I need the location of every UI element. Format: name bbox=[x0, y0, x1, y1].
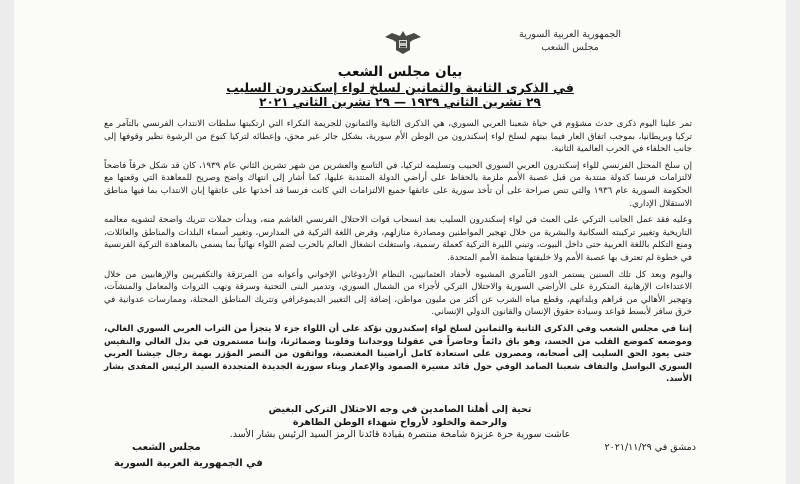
letterhead-country: الجمهورية العربية السورية bbox=[518, 29, 621, 40]
body-paragraph-3: وعليه فقد عمل الجانب التركي على العبث في لواء إسكندرون السليب بعد انسحاب قوات الاحتلال الفرنسي الغاشم منه، وبدأت حملات تتريك واضحة لتشويه معالمه التاريخية وتغيير تركيبته السكانية والبشرية من خلال تهجير المواطنين ومصادرة منازلهم، وفرض اللغة التركية في المدارس، وتغيير أسماء البلدات والمناطق والعائلات، ومنع التكلم باللغة العربية حتى داخل البيوت، وتبني الليرة التركية كعملة رسمية، واستغلت انشغال العالم بالحرب لضم اللواء نهائياً بما يسمى بالمعاهدة التركية الفرنسية في خطوة لم تعترف بها عصبة الأمم ولا خليفتها منظمة الأمم المتحدة. bbox=[104, 215, 692, 263]
signature-republic: في الجمهورية العربية السورية bbox=[114, 458, 263, 469]
body-paragraph-4: واليوم وبعد كل تلك السنين يستمر الدور التآمري المشبوه لأحفاد العثمانيين، النظام الأردوغاني الإخواني وأعوانه من المرتزقة والتكفيريين والإرهابيين من خلال الاعتداءات الإرهابية المتكررة على الأراضي السورية والاحتلال التركي لأجزاء من الشمال السوري، وتدمير البنى التحتية وسرقة ونهب الثروات والمعامل والمنشآت، وتهجير الأهالي من قراهم وبلداتهم، وقطع مياه الشرب عن أكثر من مليون مواطن، إضافة إلى التغيير الديموغرافي وتتريك المناطق المحتلة، وممارسات عدوانية في خرق سافر لأبسط قواعد وسيادة حقوق الإنسان والقانون الدولي الإنساني. bbox=[104, 269, 692, 318]
body-paragraph-5: إننا في مجلس الشعب وفي الذكرى الثانية والثمانين لسلخ لواء إسكندرون نؤكد على أن اللواء جزء لا يتجزأ من التراب العربي السوري الغالي، وموضعه كموضع القلب من الجسد، وهو باق دائماً وحاضراً في عقولنا ووجداننا وقلوبنا وضمائرنا، وإننا مستمرون في بذل الغالي والنفيس حتى يعود الحق السليب إلى أصحابه، ومصرون على استعادة كامل أراضينا المغتصبة، وواثقون من النصر المؤزر بهمة رجال جيشنا العربي السوري البواسل والتفاف شعبنا الصامد الوفي حول قائد مسيرة الصمود والإعمار وبناء سورية الجديدة المتجددة السيد الرئيس المفدى بشار الأسد. bbox=[104, 323, 692, 385]
body-paragraph-1: تمر علينا اليوم ذكرى حدث مشؤوم في حياة شعبنا العربي السوري، هي الذكرى الثانية والثمانون للجريمة النكراء التي ارتكبتها سلطات الانتداب الفرنسي بالتآمر مع تركيا وبريطانيا، بموجب اتفاق العار فيما بينهم لسلخ لواء إسكندرون من الوطن الأم سورية، بشكل جائر غير محق، وإعطائه لتركيا كنوع من الرشوة نظير وقوفها إلى جانب الحلفاء في الحرب العالمية الثانية. bbox=[104, 119, 692, 155]
signature-council: مجلس الشعب bbox=[132, 442, 201, 453]
letterhead-council: مجلس الشعب bbox=[541, 42, 599, 53]
statement-body bbox=[104, 118, 692, 390]
statement-dates: ٢٩ تشرين الثاني ١٩٣٩ — ٢٩ تشرين الثاني ٢٠٢١ bbox=[259, 95, 541, 109]
closing-line-3: عاشت سورية حرة عزيزة شامخة منتصرة بقيادة قائدنا الرمز السيد الرئيس بشار الأسد. bbox=[229, 429, 571, 440]
page-edge-left bbox=[0, 0, 14, 484]
syrian-eagle-emblem-icon bbox=[383, 28, 423, 56]
page-edge-right bbox=[786, 0, 800, 484]
statement-title: بيان مجلس الشعب bbox=[337, 64, 463, 80]
issue-date: دمشق في ٢٠٢١/١١/٢٩ bbox=[604, 442, 696, 453]
closing-block bbox=[150, 404, 650, 442]
statement-subtitle: في الذكرى الثانية والثمانين لسلخ لواء إسكندرون السليب bbox=[226, 80, 574, 95]
body-paragraph-2: إن سلخ المحتل الفرنسي للواء إسكندرون العربي السوري الحبيب وتسليمه لتركيا، في التاسع والعشرين من شهر تشرين الثاني عام ١٩٣٩، كان قد شكل خرقاً فاضحاً لالتزامات فرنسا كدولة منتدبة من قبل عصبة الأمم ملزمة بالحفاظ على أراضي الدولة المنتدبة عليها، كما أشار إلى انتهاك واضح وصريح للمعاهدة التي وقعتها مع الحكومة السورية عام ١٩٣٦ والتي تنص صراحة على أن تأخذ سورية على عاتقها جميع الالتزامات التي كانت فرنسا قد أخذتها على عاتقها إبان الانتداب بما فيها مناطق الاستقلال الإداري. bbox=[104, 160, 692, 209]
letterhead bbox=[516, 28, 624, 54]
closing-line-2: والرحمة والخلود لأرواح شهداء الوطن الطاهرة bbox=[292, 416, 508, 428]
closing-line-1: تحية إلى أهلنا الصامدين في وجه الاحتلال التركي البغيض bbox=[268, 404, 532, 415]
